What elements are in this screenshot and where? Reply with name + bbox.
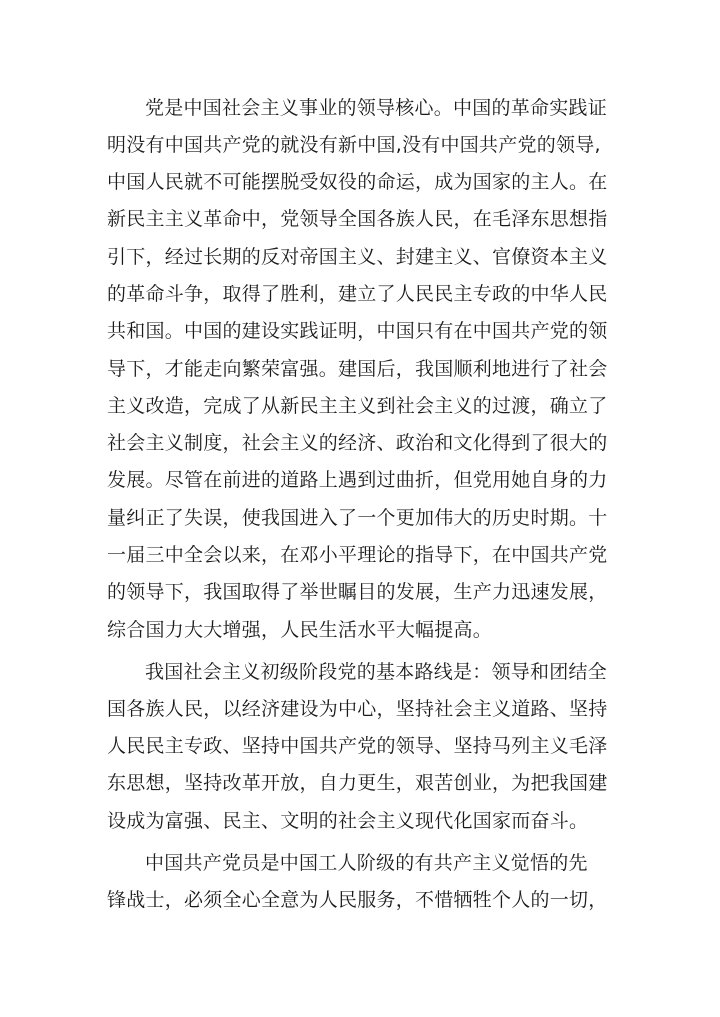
text-line: 引下，经过长期的反对帝国主义、封建主义、官僚资本主义	[107, 246, 608, 268]
text-line: 国各族人民，以经济建设为中心，坚持社会主义道路、坚持	[107, 698, 608, 720]
text-line: 明没有中国共产党的就没有新中国,没有中国共产党的领导,	[107, 134, 601, 156]
text-line: 中国人民就不可能摆脱受奴役的命运，成为国家的主人。在	[107, 171, 608, 193]
text-line: 主义改造，完成了从新民主主义到社会主义的过渡，确立了	[107, 395, 608, 417]
text-line: 社会主义制度，社会主义的经济、政治和文化得到了很大的	[107, 432, 608, 454]
text-line: 量纠正了失误，使我国进入了一个更加伟大的历史时期。十	[107, 507, 608, 529]
text-line: 中国共产党员是中国工人阶级的有共产主义觉悟的先	[145, 852, 588, 874]
text-line: 的革命斗争，取得了胜利，建立了人民民主专政的中华人民	[107, 283, 608, 305]
text-line: 东思想，坚持改革开放，自力更生，艰苦创业，为把我国建	[107, 772, 608, 794]
text-line: 我国社会主义初级阶段党的基本路线是：领导和团结全	[145, 661, 608, 683]
text-line: 新民主主义革命中，党领导全国各族人民，在毛泽东思想指	[107, 208, 608, 230]
text-line: 共和国。中国的建设实践证明，中国只有在中国共产党的领	[107, 320, 608, 342]
text-line: 综合国力大大增强，人民生活水平大幅提高。	[107, 619, 493, 641]
text-line: 锋战士，必须全心全意为人民服务，不惜牺牲个人的一切，	[107, 889, 608, 911]
text-line: 发展。尽管在前进的道路上遇到过曲折，但党用她自身的力	[107, 469, 608, 491]
text-line: 人民民主专政、坚持中国共产党的领导、坚持马列主义毛泽	[107, 735, 608, 757]
text-line: 的领导下，我国取得了举世瞩目的发展，生产力迅速发展，	[107, 581, 608, 603]
text-line: 设成为富强、民主、文明的社会主义现代化国家而奋斗。	[107, 810, 589, 832]
text-line: 导下，才能走向繁荣富强。建国后，我国顺利地进行了社会	[107, 358, 608, 380]
text-line: 党是中国社会主义事业的领导核心。中国的革命实践证	[145, 97, 608, 119]
text-line: 一届三中全会以来，在邓小平理论的指导下，在中国共产党	[107, 544, 608, 566]
